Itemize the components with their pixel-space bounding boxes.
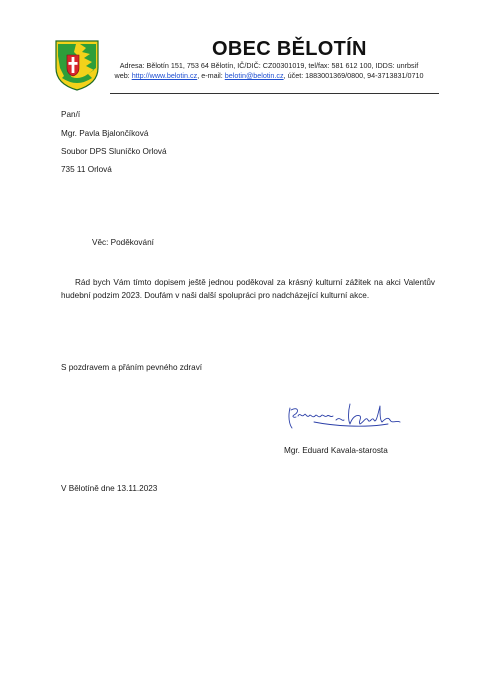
place-and-date: V Bělotíně dne 13.11.2023 bbox=[61, 484, 158, 493]
letterhead-divider bbox=[110, 93, 439, 94]
email-prefix: , e-mail: bbox=[197, 71, 225, 80]
body-text: Rád bych Vám tímto dopisem ještě jednou poděkoval za krásný kulturní zážitek na akci Valentův hudební podzim 2023. Doufám v naši další spolupráci pro nadcházející kulturní akce. bbox=[61, 278, 435, 300]
recipient-salutation: Pan/í bbox=[61, 110, 81, 119]
handwritten-signature-icon bbox=[284, 398, 408, 440]
signatory-name: Mgr. Eduard Kavala-starosta bbox=[284, 446, 388, 455]
web-prefix: web: bbox=[114, 71, 132, 80]
recipient-city: 735 11 Orlová bbox=[61, 165, 112, 174]
bank-account-text: , účet: 1883001369/0800, 94-3713831/0710 bbox=[283, 71, 424, 80]
email-link[interactable]: belotin@belotin.cz bbox=[224, 71, 284, 80]
letterhead-contact-block bbox=[110, 61, 428, 81]
address-line: Adresa: Bělotín 151, 753 64 Bělotín, IČ/DIČ: CZ00301019, tel/fax: 581 612 100, IDDS: unrbsif bbox=[119, 61, 419, 70]
letter-subject: Věc: Poděkování bbox=[92, 238, 154, 247]
coat-of-arms-icon bbox=[52, 38, 102, 92]
recipient-name: Mgr. Pavla Bjalončíková bbox=[61, 129, 149, 138]
letterhead-title: OBEC BĚLOTÍN bbox=[212, 38, 367, 60]
letter-body-paragraph bbox=[61, 276, 435, 302]
web-link[interactable]: http://www.belotin.cz bbox=[131, 71, 198, 80]
recipient-organization: Soubor DPS Sluníčko Orlová bbox=[61, 147, 167, 156]
closing-greeting: S pozdravem a přáním pevného zdraví bbox=[61, 363, 203, 372]
